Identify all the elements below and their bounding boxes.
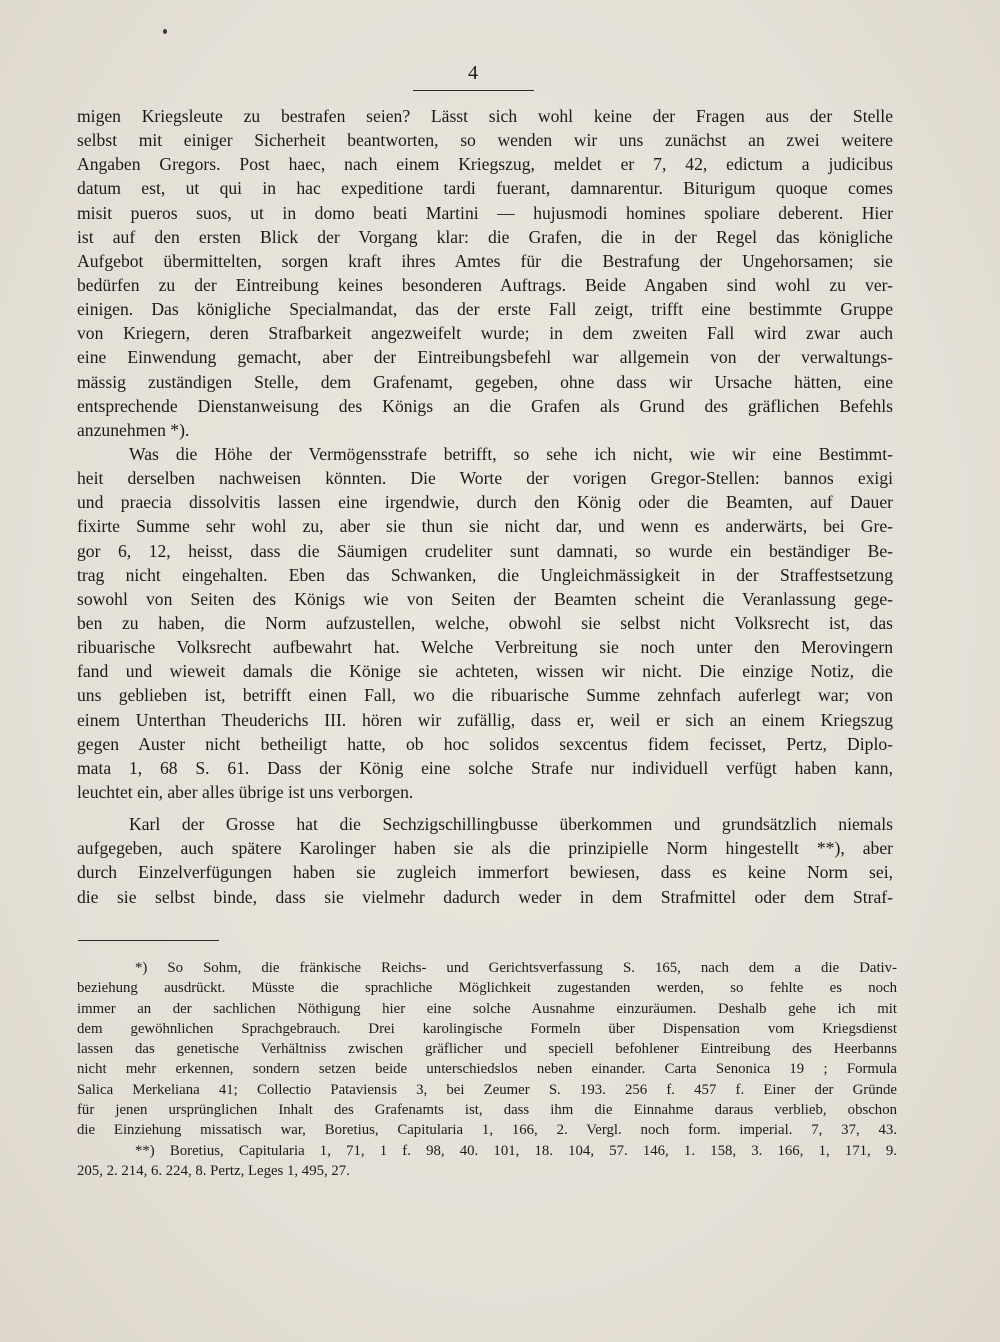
footnote-line: **) Boretius, Capitularia 1, 71, 1 f. 98, 40. 101, 18. 104, 57. 146, 1. 158, 3. 166, 1, 171, 9.: [135, 1142, 897, 1159]
text-line: eine Einwendung gemacht, aber der Eintreibungsbefehl war allgemein von der verwaltungs-: [77, 347, 893, 368]
text-line: uns geblieben ist, betrifft einen Fall, wo die ribuarische Summe zehnfach auferlegt war; von: [77, 685, 893, 706]
text-line: Aufgebot übermittelten, sorgen kraft ihres Amtes für die Bestrafung der Ungehorsamen; sie: [77, 250, 893, 271]
footnote-line: immer an der sachlichen Nöthigung hier eine solche Ausnahme einzuräumen. Deshalb gehe ich mit: [77, 1000, 897, 1017]
footnote-line: dem gewöhnlichen Sprachgebrauch. Drei karolingische Formeln über Dispensation vom Kriegsdienst: [77, 1020, 897, 1037]
main-text: [77, 104, 893, 909]
text-line: Angaben Gregors. Post haec, nach einem Kriegszug, meldet er 7, 42, edictum a judicibus: [77, 154, 893, 175]
footnote-line: nicht mehr erkennen, sondern setzen beide unterschiedslos neben einander. Carta Senonica 19 ; Formula: [77, 1061, 897, 1078]
text-line: fixirte Summe sehr wohl zu, aber sie thun sie nicht dar, und wenn es anderwärts, bei Gre-: [77, 516, 893, 537]
text-line: fand und wieweit damals die Könige sie achteten, wissen wir nicht. Die einzige Notiz, die: [77, 661, 893, 682]
text-line: einigen. Das königliche Specialmandat, das der erste Fall zeigt, trifft eine bestimmte Gruppe: [77, 299, 893, 320]
text-line: bedürfen zu der Eintreibung keines besonderen Auftrags. Beide Angaben sind wohl zu ver-: [77, 274, 893, 295]
text-line: die sie selbst binde, dass sie vielmehr dadurch weder in dem Strafmittel oder dem Straf-: [77, 886, 893, 907]
text-line: selbst mit einiger Sicherheit beantworten, so wenden wir uns zunächst an zwei weitere: [77, 130, 893, 151]
text-line: mata 1, 68 S. 61. Dass der König eine solche Strafe nur individuell verfügt haben kann,: [77, 757, 893, 778]
footnote-line: 205, 2. 214, 6. 224, 8. Pertz, Leges 1, 495, 27.: [77, 1162, 350, 1179]
text-line: sowohl von Seiten des Königs wie von Seiten der Beamten scheint die Veranlassung gege-: [77, 588, 893, 609]
text-line: anzunehmen *).: [77, 419, 190, 440]
text-line: durch Einzelverfügungen haben sie zugleich immerfort bewiesen, dass es keine Norm sei,: [77, 862, 893, 883]
text-line: Karl der Grosse hat die Sechzigschillingbusse überkommen und grundsätzlich niemals: [129, 814, 893, 835]
footnotes: [77, 958, 897, 1181]
text-line: ist auf den ersten Blick der Vorgang klar: die Grafen, die in der Regel das königliche: [77, 226, 893, 247]
text-line: aufgegeben, auch spätere Karolinger haben sie als die prinzipielle Norm hingestellt **), aber: [77, 838, 893, 859]
footnote-line: für jenen ursprünglichen Inhalt des Grafenamts ist, dass ihm die Einnahme daraus verblieb, obschon: [77, 1102, 897, 1119]
footnote-line: *) So Sohm, die fränkische Reichs- und Gerichtsverfassung S. 165, nach dem a die Dativ-: [135, 960, 897, 976]
footnote-line: beziehung ausdrückt. Müsste die sprachliche Möglichkeit zugestanden werden, so fehlte es noch: [77, 980, 897, 997]
page-number: 4: [468, 62, 478, 84]
text-line: migen Kriegsleute zu bestrafen seien? Lässt sich wohl keine der Fragen aus der Stelle: [77, 106, 893, 126]
text-line: gegen Auster nicht betheiligt hatte, ob hoc solidos sexcentus fidem fecisset, Pertz, Diplo-: [77, 733, 893, 754]
page-number-rule: [413, 90, 534, 91]
text-line: ribuarische Volksrecht aufbewahrt hat. Welche Verbreitung sie noch unter den Merovingern: [77, 637, 893, 658]
text-line: einem Unterthan Theuderichs III. hören wir zufällig, dass er, weil er sich an einem Kriegszug: [77, 709, 893, 730]
text-line: heit derselben nachweisen könnten. Die Worte der vorigen Gregor-Stellen: bannos exigi: [77, 468, 893, 489]
text-line: Was die Höhe der Vermögensstrafe betrifft, so sehe ich nicht, wie wir eine Bestimmt-: [129, 443, 893, 464]
text-line: mässig zuständigen Stelle, dem Grafenamt, gegeben, ohne dass wir Ursache hätten, eine: [77, 371, 893, 392]
text-line: von Kriegern, deren Strafbarkeit angezweifelt wurde; in dem zweiten Fall wird zwar auch: [77, 323, 893, 344]
footnote-line: lassen das genetische Verhältniss zwischen gräflicher und speciell befohlener Eintreibung des Heerbanns: [77, 1041, 897, 1058]
footnote-line: Salica Merkeliana 41; Collectio Pataviensis 3, bei Zeumer S. 193. 256 f. 457 f. Einer der Gründe: [77, 1081, 897, 1098]
footnote-rule: [78, 940, 219, 941]
footnote-line: die Einziehung missatisch war, Boretius, Capitularia 1, 166, 2. Vergl. noch form. imperial. 7, 37, 43.: [77, 1122, 897, 1139]
text-line: entsprechende Dienstanweisung des Königs an die Grafen als Grund des gräflichen Befehls: [77, 395, 893, 416]
text-line: trag nicht eingehalten. Eben das Schwanken, die Ungleichmässigkeit in der Straffestsetzung: [77, 564, 893, 585]
text-line: ben zu haben, die Norm aufzustellen, welche, obwohl sie selbst nicht Volksrecht ist, das: [77, 612, 893, 633]
text-line: leuchtet ein, aber alles übrige ist uns verborgen.: [77, 781, 414, 802]
text-line: datum est, ut qui in hac expeditione tardi fuerant, damnarentur. Biturigum quoque comes: [77, 178, 893, 199]
text-line: und praecia dissolvitis lassen eine irgendwie, durch den König oder die Beamten, auf Dauer: [77, 492, 893, 513]
text-line: gor 6, 12, heisst, dass die Säumigen crudeliter sunt damnati, so wurde ein beständiger Be-: [77, 540, 893, 561]
text-line: misit pueros suos, ut in domo beati Martini — hujusmodi homines spoliare deberent. Hier: [77, 202, 893, 223]
ink-speck: [163, 29, 167, 34]
